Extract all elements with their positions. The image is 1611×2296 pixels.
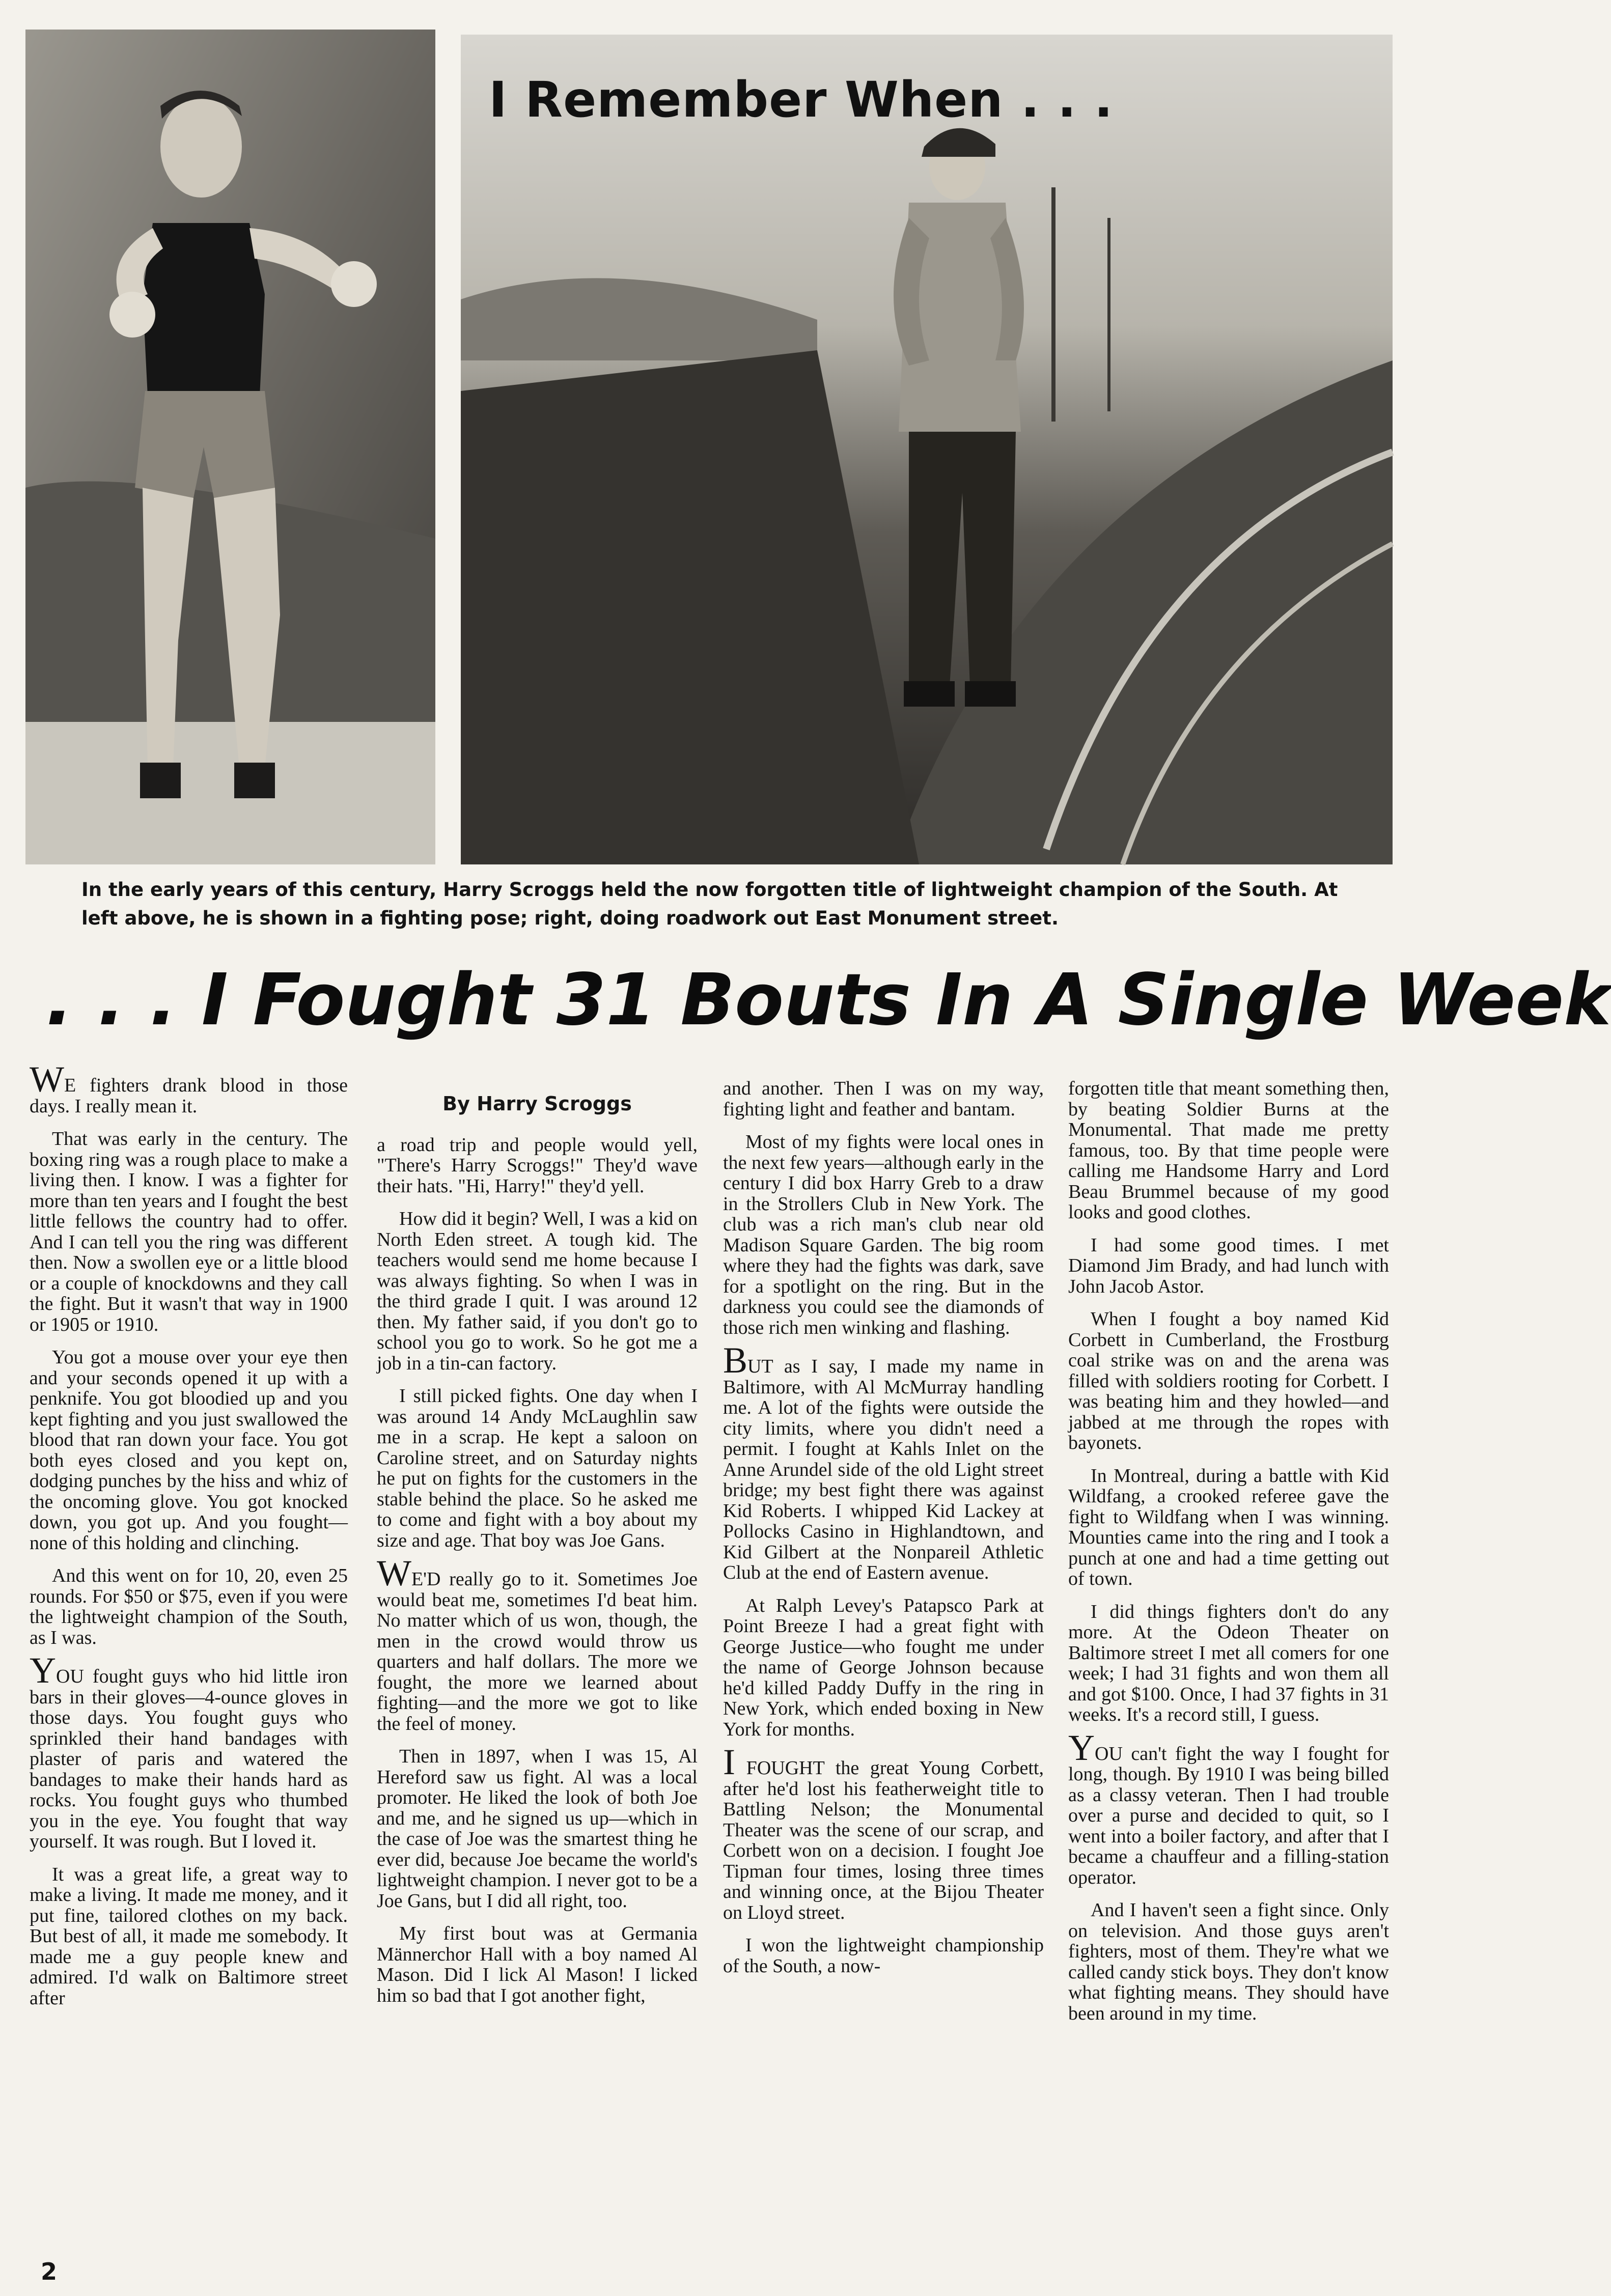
byline: By Harry Scroggs <box>442 1093 632 1115</box>
paragraph: Most of my fights were local ones in the next few years—although early in the century I did box Harry Greb to a draw in the Strollers Club in New York. The club was a rich man's club near old Madison Square Garden. The big room where they had the fights was dark, save for a spotlight on the ring. But in the darkness you could see the diamonds of those rich men winking and flashing. <box>723 1131 1044 1338</box>
paragraph: How did it begin? Well, I was a kid on North Eden street. A tough kid. The teachers would send me home because I was always fighting. So when I was in the third grade I quit. I was around 12 then. My father said, if you don't go to school you go to work. So he got me a job in a tin-can factory. <box>377 1208 698 1374</box>
photo-fighting-pose <box>25 30 435 864</box>
paragraph: YOU fought guys who hid little iron bars in their gloves—4-ounce gloves in those days. You fought guys who sprinkled their hand bandages with plaster of paris and watered the bandages to make their hands hard as rocks. You fought guys who thumbed you in the eye. You fought that way yourself. It was rough. But I loved it. <box>30 1650 348 1852</box>
article-column-3 <box>723 1069 1044 1989</box>
paragraph: WE'D really go to it. Sometimes Joe would beat me, sometimes I'd beat him. No matter which of us won, though, the men in the crowd would throw us quarters and half dollars. The more we fought, the more we learned about fighting—and the more we got to like the feel of money. <box>377 1553 698 1734</box>
headline: . . . I Fought 31 Bouts In A Single Week <box>46 959 1611 1042</box>
paragraph: And this went on for 10, 20, even 25 rounds. For $50 or $75, even if you were the lightweight champion of the South, as I was. <box>30 1565 348 1648</box>
paragraph: I FOUGHT the great Young Corbett, after he'd lost his featherweight title to Battling Nelson; the Monumental Theater was the scene of our scrap, and Corbett won on a decision. I fought Joe Tipman four times, losing three times and winning once, at the Bijou Theater on Lloyd street. <box>723 1742 1044 1923</box>
paragraph: Then in 1897, when I was 15, Al Hereford saw us fight. Al was a local promoter. He liked the look of both Joe and me, and he signed us up—which in the case of Joe was the smartest thing he ever did, because Joe became the world's lightweight champion. I never got to be a Joe Gans, but I did all right, too. <box>377 1746 698 1912</box>
page-number: 2 <box>41 2258 58 2285</box>
paragraph: At Ralph Levey's Patapsco Park at Point Breeze I had a great fight with George Justice—who fought me under the name of George Johnson because he'd killed Paddy Duffy in the ring in New York, which ended boxing in New York for months. <box>723 1594 1044 1740</box>
paragraph: I did things fighters don't do any more. At the Odeon Theater on Baltimore street I met all comers for one week; I had 31 fights and won them all and got $100. Once, I had 37 fights in 31 weeks. It's a record still, I guess. <box>1068 1601 1389 1725</box>
kicker-title: I Remember When . . . <box>489 71 1114 128</box>
paragraph: When I fought a boy named Kid Corbett in Cumberland, the Frostburg coal strike was on and the arena was filled with soldiers rooting for Corbett. I was beating him and they howled—and jabbed at me through the ropes with bayonets. <box>1068 1308 1389 1453</box>
paragraph: BUT as I say, I made my name in Baltimore, with Al McMurray handling me. A lot of the fights were outside the city limits, where you didn't need a permit. I fought at Kahls Inlet on the Anne Arundel side of the old Light street bridge; my best fight there was against Kid Roberts. I whipped Kid Lackey at Pollocks Casino in Highlandtown, and Kid Gilbert at the Nonpareil Athletic Club at the end of Eastern avenue. <box>723 1340 1044 1583</box>
paragraph: WE fighters drank blood in those days. I really mean it. <box>30 1059 348 1117</box>
photo-roadwork <box>461 35 1393 864</box>
article-column-4 <box>1068 1069 1389 2036</box>
paragraph: I still picked fights. One day when I was around 14 Andy McLaughlin saw me in a scrap. He kept a saloon on Caroline street, and on Saturday nights he put on fights for the customers in the stable behind the place. So he asked me to come and fight with a boy about my size and age. That boy was Joe Gans. <box>377 1385 698 1551</box>
paragraph: You got a mouse over your eye then and your seconds opened it up with a penknife. You got bloodied up and you kept fighting and you just swallowed the blood that ran down your face. You got both eyes closed and you kept on, dodging punches by the hiss and whiz of the oncoming glove. You got knocked down, you got up. And you fought—none of this holding and clinching. <box>30 1347 348 1554</box>
paragraph: I won the lightweight championship of the South, a now- <box>723 1935 1044 1977</box>
article-column-1 <box>30 1059 348 2021</box>
paragraph: My first bout was at Germania Männerchor Hall with a boy named Al Mason. Did I lick Al Mason! I licked him so bad that I got another fight, <box>377 1923 698 2006</box>
paragraph: and another. Then I was on my way, fighting light and feather and bantam. <box>723 1078 1044 1120</box>
paragraph: YOU can't fight the way I fought for long, though. By 1910 I was being billed as a classy veteran. Then I had trouble over a purse and decided to quit, so I went into a boiler factory, and after that I became a chauffeur and a filling-station operator. <box>1068 1727 1389 1888</box>
paragraph: forgotten title that meant something then, by beating Soldier Burns at the Monumental. That made me pretty famous, too. By that time people were calling me Handsome Harry and Lord Beau Brummel because of my good looks and good clothes. <box>1068 1078 1389 1223</box>
paragraph: That was early in the century. The boxing ring was a rough place to make a living then. I know. I was a fighter for more than ten years and I fought the best little fellows the country had to offer. And I can tell you the ring was different then. Now a swollen eye or a little blood or a couple of knockdowns and they call the fight. But it wasn't that way in 1900 or 1905 or 1910. <box>30 1128 348 1335</box>
paragraph: a road trip and people would yell, "There's Harry Scroggs!" They'd wave their hats. "Hi, Harry!" they'd yell. <box>377 1134 698 1197</box>
photo-caption: In the early years of this century, Harry Scroggs held the now forgotten title of lightweight champion of the South. At left above, he is shown in a fighting pose; right, doing roadwork out East Monument street. <box>81 879 1338 929</box>
paragraph: It was a great life, a great way to make a living. It made me money, and it put fine, tailored clothes on my back. But best of all, it made me somebody. It made me a guy people knew and admired. I'd walk on Baltimore street after <box>30 1863 348 2009</box>
paragraph: And I haven't seen a fight since. Only on television. And those guys aren't fighters, most of them. They're what we called candy stick boys. They don't know what fighting means. They should have been around in my time. <box>1068 1899 1389 2024</box>
article-column-2 <box>377 1069 698 2018</box>
paragraph: In Montreal, during a battle with Kid Wildfang, a crooked referee gave the fight to Wildfang when I was winning. Mounties came into the ring and I took a punch at one and had a time getting out of town. <box>1068 1465 1389 1589</box>
paragraph: I had some good times. I met Diamond Jim Brady, and had lunch with John Jacob Astor. <box>1068 1234 1389 1297</box>
